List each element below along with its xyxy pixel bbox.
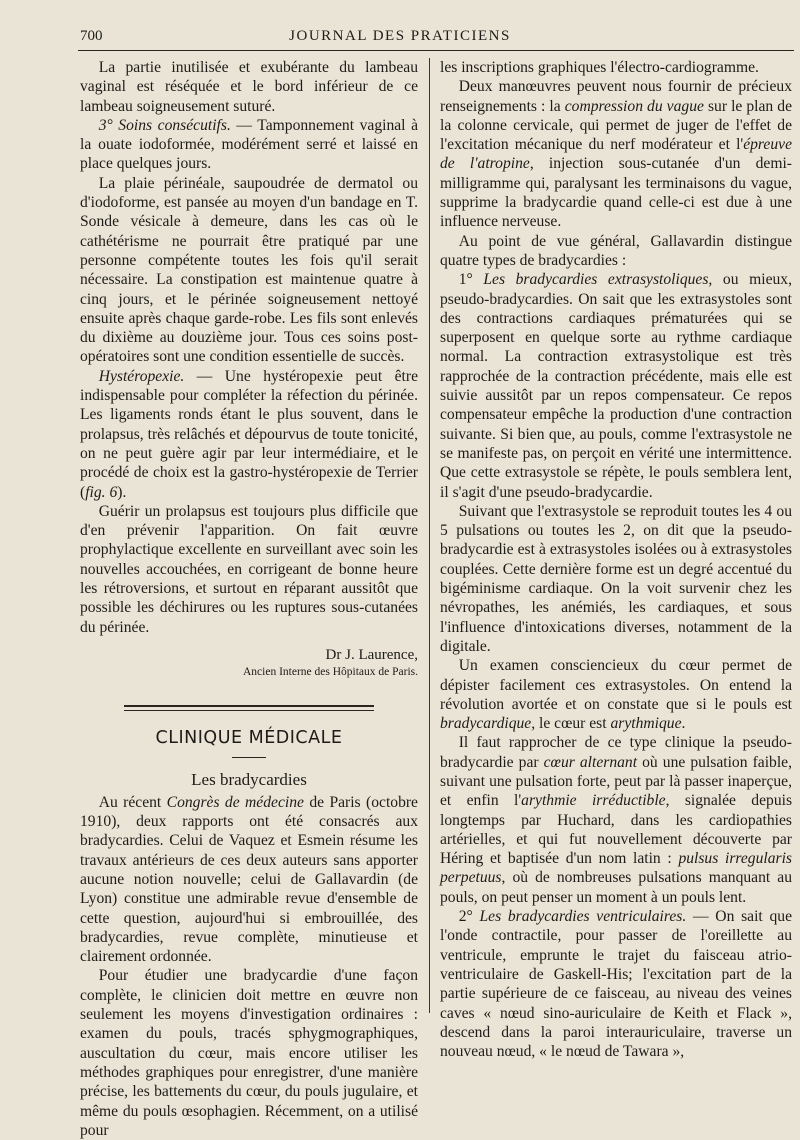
page-header — [0, 0, 800, 52]
paragraph: Au point de vue général, Gallavardin distingue quatre types de bradycardies : — [440, 232, 792, 269]
subheading-extrasystoliques: Les bradycardies extrasystoliques, — [483, 271, 713, 289]
figure-reference: fig. 6 — [85, 483, 118, 501]
article-title: Les bradycardies — [191, 769, 307, 789]
subheading-hysteropexie: Hystéropexie. — [98, 367, 185, 385]
paragraph: les inscriptions graphiques l'électro-cardiogramme. — [440, 59, 759, 76]
paragraph: Il faut rapprocher de ce type clinique la pseudo-bradycardie par cœur alternant où une pulsation faible, suivant une pulsation forte, peut par là passer inaperçue, et enfin l'arythmie irréductible, signalée depuis longtemps par Huchard, dans les cardiopathies artérielles, et qui fut nouvellement découverte par Héring et baptisée d'un nom latin : pulsus irregularis perpetuus, où de nombreuses pulsations manquant au pouls, on peut penser un moment à un pouls lent. — [440, 734, 793, 906]
paragraph: Suivant que l'extrasystole se reproduit toutes les 4 ou 5 pulsations ou toutes les 2, on dit que la pseudo-bradycardie est à extrasystoles isolées ou à extrasystoles couplées. Cette dernière forme est un degré accentué du bigéminisme cardiaque. On la voit survenir chez les névropathes, les anémiés, les cardiaques, et sous l'influence d'intoxications diverses, notamment de la digitale. — [440, 502, 792, 655]
header-rule — [78, 50, 794, 51]
paragraph: La partie inutilisée et exubérante du lambeau vaginal est réséquée et le bord inférieur de ce lambeau soigneusement suturé. — [80, 59, 418, 115]
section-title: CLINIQUE MÉDICALE — [155, 728, 343, 749]
paragraph: 1° Les bradycardies extrasystoliques, ou mieux, pseudo-bradycardies. On sait que les extrasystoles sont des contractions cardiaques prématurées qui se superposent en quelque sorte au rythme cardiaque normal. La contraction extrasystolique est très rapprochée de la contraction précédente, mais elle est suivie aussitôt par un repos compensateur. Ce repos compensateur empêche la production d'une contraction suivante. Si bien que, au pouls, comme l'extrasystole ne se manifeste pas, on perçoit en vérité une intermittence. Que cette extrasystole se répète, le pouls semblera lent, il s'agit d'une pseudo-bradycardie. — [440, 271, 792, 501]
signature — [80, 645, 418, 679]
paragraph: 3° Soins consécutifs. — Tamponnement vaginal à la ouate iodoformée, modérément serré et laissé en place quelques jours. — [80, 116, 418, 173]
left-column — [80, 58, 418, 1140]
paragraph: La plaie périnéale, saupoudrée de dermatol ou d'iodoforme, est pansée au moyen d'un bandage en T. Sonde vésicale à demeure, dans les cas où le cathétérisme ne pourrait être pratiqué par une personne compétente toutes les fois qu'il serait nécessaire. La constipation est maintenue quatre à cinq jours, et le périnée soigneusement nettoyé ensuite après chaque garde-robe. Les fils sont enlevés du dixième au douzième jour. Tous ces soins post-opératoires sont une condition essentielle de succès. — [80, 174, 418, 366]
subheading-soins: 3° Soins consécutifs. — [98, 116, 231, 134]
signature-name: Dr J. Laurence, — [325, 646, 418, 663]
paragraph: Deux manœuvres peuvent nous fournir de précieux renseignements : la compression du vague sur le plan de la colonne cervicale, qui permet de juger de l'effet de l'excitation mécanique du nerf modérateur et l'épreuve de l'atropine, injection sous-cutanée d'un demi-milligramme qui, paralysant les terminaisons du vague, supprime la bradycardie quand celle-ci est due à une influence nerveuse. — [440, 78, 792, 231]
paragraph: 2° Les bradycardies ventriculaires. — On sait que l'onde contractile, pour passer de l'oreillette au ventricule, emprunte le trajet du faisceau atrio-ventriculaire de Gaskell-His; l'excitation part de la partie supérieure de ce faisceau, au niveau des veines caves « nœud sino-auriculaire de Keith et Flack », descend dans la paroi interauriculaire, traverse un nouveau nœud, « le nœud de Tawara », — [440, 908, 792, 1061]
journal-title: JOURNAL DES PRATICIENS — [289, 28, 511, 44]
page-number: 700 — [80, 28, 103, 44]
title-divider — [232, 757, 266, 758]
section-divider — [124, 705, 374, 711]
paragraph: Au récent Congrès de médecine de Paris (octobre 1910), deux rapports ont été consacrés aux bradycardies. Celui de Vaquez et Esmein résume les travaux antérieurs de ces deux auteurs sans apporter aucune notion nouvelle; celui de Gallavardin (de Lyon) constitue une admirable revue d'ensemble de cette question, aujourd'hui si embrouillée, des bradycardies, revue complète, minutieuse et clairement ordonnée. — [80, 793, 418, 966]
paragraph: Un examen consciencieux du cœur permet de dépister facilement ces extrasystoles. On entend la révolution avortée et on constate que si le pouls est bradycardique, le cœur est arythmique. — [440, 657, 792, 733]
right-column — [440, 58, 792, 1061]
paragraph: Guérir un prolapsus est toujours plus difficile que d'en prévenir l'apparition. On fait œuvre prophylactique excellente en surveillant avec soin les nouvelles accouchées, en corrigeant de bonne heure les rétroversions, et surtout en réparant aussitôt que possible les déchirures ou les ruptures sous-cutanées du périnée. — [80, 502, 418, 636]
paragraph: Pour étudier une bradycardie d'une façon complète, le clinicien doit mettre en œuvre non seulement les moyens d'investigation ordinaires : examen du pouls, tracés sphygmographiques, auscultation du cœur, mais encore utiliser les méthodes graphiques pour enregistrer, d'une manière précise, les battements du cœur, du pouls jugulaire, et même du pouls œsophagien. Récemment, on a utilisé pour — [80, 967, 418, 1139]
column-divider — [429, 58, 430, 1013]
signature-title: Ancien Interne des Hôpitaux de Paris. — [242, 666, 418, 679]
paragraph: Hystéropexie. — Une hystéropexie peut être indispensable pour compléter la réfection du périnée. Les ligaments ronds étant le plus souvent, dans le prolapsus, très relâchés et dépourvus de toute tonicité, on ne peut guère agir par leur intermédiaire, et le procédé de choix est la gastro-hystéropexie de Terrier (fig. 6). — [80, 367, 418, 501]
subheading-ventriculaires: Les bradycardies ventriculaires. — [479, 908, 687, 926]
